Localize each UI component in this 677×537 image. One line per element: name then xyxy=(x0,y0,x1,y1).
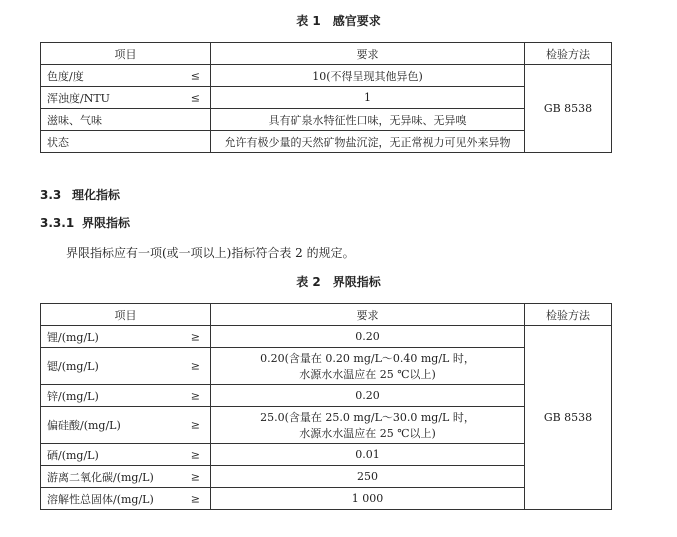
comparison-symbol: ≥ xyxy=(190,448,200,461)
requirement-cell: 0.01 xyxy=(211,444,525,466)
section-title: 理化指标 xyxy=(72,188,121,202)
body-paragraph: 界限指标应有一项(或一项以上)指标符合表 2 的规定。 xyxy=(66,246,355,260)
item-label: 浑浊度/NTU xyxy=(47,91,110,105)
table-row-item xyxy=(41,65,211,87)
requirement-cell: 0.20 xyxy=(211,326,525,348)
requirement-cell: 250 xyxy=(211,466,525,488)
item-label: 锌/(mg/L) xyxy=(47,389,99,403)
item-label: 游离二氧化碳/(mg/L) xyxy=(47,470,154,484)
header-method: 检验方法 xyxy=(525,43,612,65)
table1-caption: 表 1 感官要求 xyxy=(296,14,381,28)
section-heading-3-3-1 xyxy=(40,214,130,231)
requirement-line: 水源水水温应在 25 ℃以上) xyxy=(299,368,436,381)
section-heading-3-3 xyxy=(40,186,120,203)
item-label: 锶/(mg/L) xyxy=(47,360,99,373)
item-label: 溶解性总固体/(mg/L) xyxy=(47,492,154,506)
comparison-symbol: ≥ xyxy=(190,492,200,505)
header-requirement: 要求 xyxy=(211,43,525,65)
header-requirement: 要求 xyxy=(211,304,525,326)
item-label: 硒/(mg/L) xyxy=(47,448,99,462)
section-title: 界限指标 xyxy=(82,216,131,230)
item-label: 滋味、气味 xyxy=(47,113,102,127)
requirement-line: 0.20(含量在 0.20 mg/L～0.40 mg/L 时， xyxy=(260,352,475,365)
comparison-symbol: ≤ xyxy=(190,69,200,82)
method-cell: GB 8538 xyxy=(525,326,612,510)
comparison-symbol: ≥ xyxy=(190,470,200,483)
table-row-item xyxy=(41,407,211,444)
section-number: 3.3 xyxy=(40,188,62,202)
table-row-item xyxy=(41,444,211,466)
comparison-symbol: ≥ xyxy=(190,418,200,432)
requirement-cell xyxy=(211,407,525,444)
comparison-symbol: ≥ xyxy=(190,389,200,402)
table-row-item xyxy=(41,326,211,348)
header-method: 检验方法 xyxy=(525,304,612,326)
requirement-cell: 0.20 xyxy=(211,385,525,407)
requirement-cell: 具有矿泉水特征性口味，无异味、无异嗅 xyxy=(211,109,525,131)
requirement-line: 水源水水温应在 25 ℃以上) xyxy=(299,427,436,440)
table-row-item xyxy=(41,348,211,385)
requirement-line: 25.0(含量在 25.0 mg/L～30.0 mg/L 时， xyxy=(260,411,475,424)
table-row-item xyxy=(41,87,211,109)
sensory-requirements-table xyxy=(40,42,612,153)
header-item: 项目 xyxy=(41,304,211,326)
requirement-cell: 10(不得呈现其他异色) xyxy=(211,65,525,87)
table-row-item xyxy=(41,466,211,488)
table2-caption: 表 2 界限指标 xyxy=(296,275,381,289)
item-label: 色度/度 xyxy=(47,69,84,83)
table-row-item xyxy=(41,488,211,510)
item-label: 锂/(mg/L) xyxy=(47,330,99,344)
item-label: 偏硅酸/(mg/L) xyxy=(47,419,121,432)
requirement-cell: 允许有极少量的天然矿物盐沉淀，无正常视力可见外来异物 xyxy=(211,131,525,153)
requirement-cell: 1 xyxy=(211,87,525,109)
limit-indicators-table xyxy=(40,303,612,510)
item-label: 状态 xyxy=(47,135,69,149)
requirement-cell xyxy=(211,348,525,385)
requirement-cell: 1 000 xyxy=(211,488,525,510)
comparison-symbol: ≥ xyxy=(190,330,200,343)
table-row-item xyxy=(41,385,211,407)
table-row-item xyxy=(41,131,211,153)
table-row-item xyxy=(41,109,211,131)
section-number: 3.3.1 xyxy=(40,216,75,230)
comparison-symbol: ≤ xyxy=(190,91,200,104)
header-item: 项目 xyxy=(41,43,211,65)
method-cell: GB 8538 xyxy=(525,65,612,153)
comparison-symbol: ≥ xyxy=(190,359,200,373)
